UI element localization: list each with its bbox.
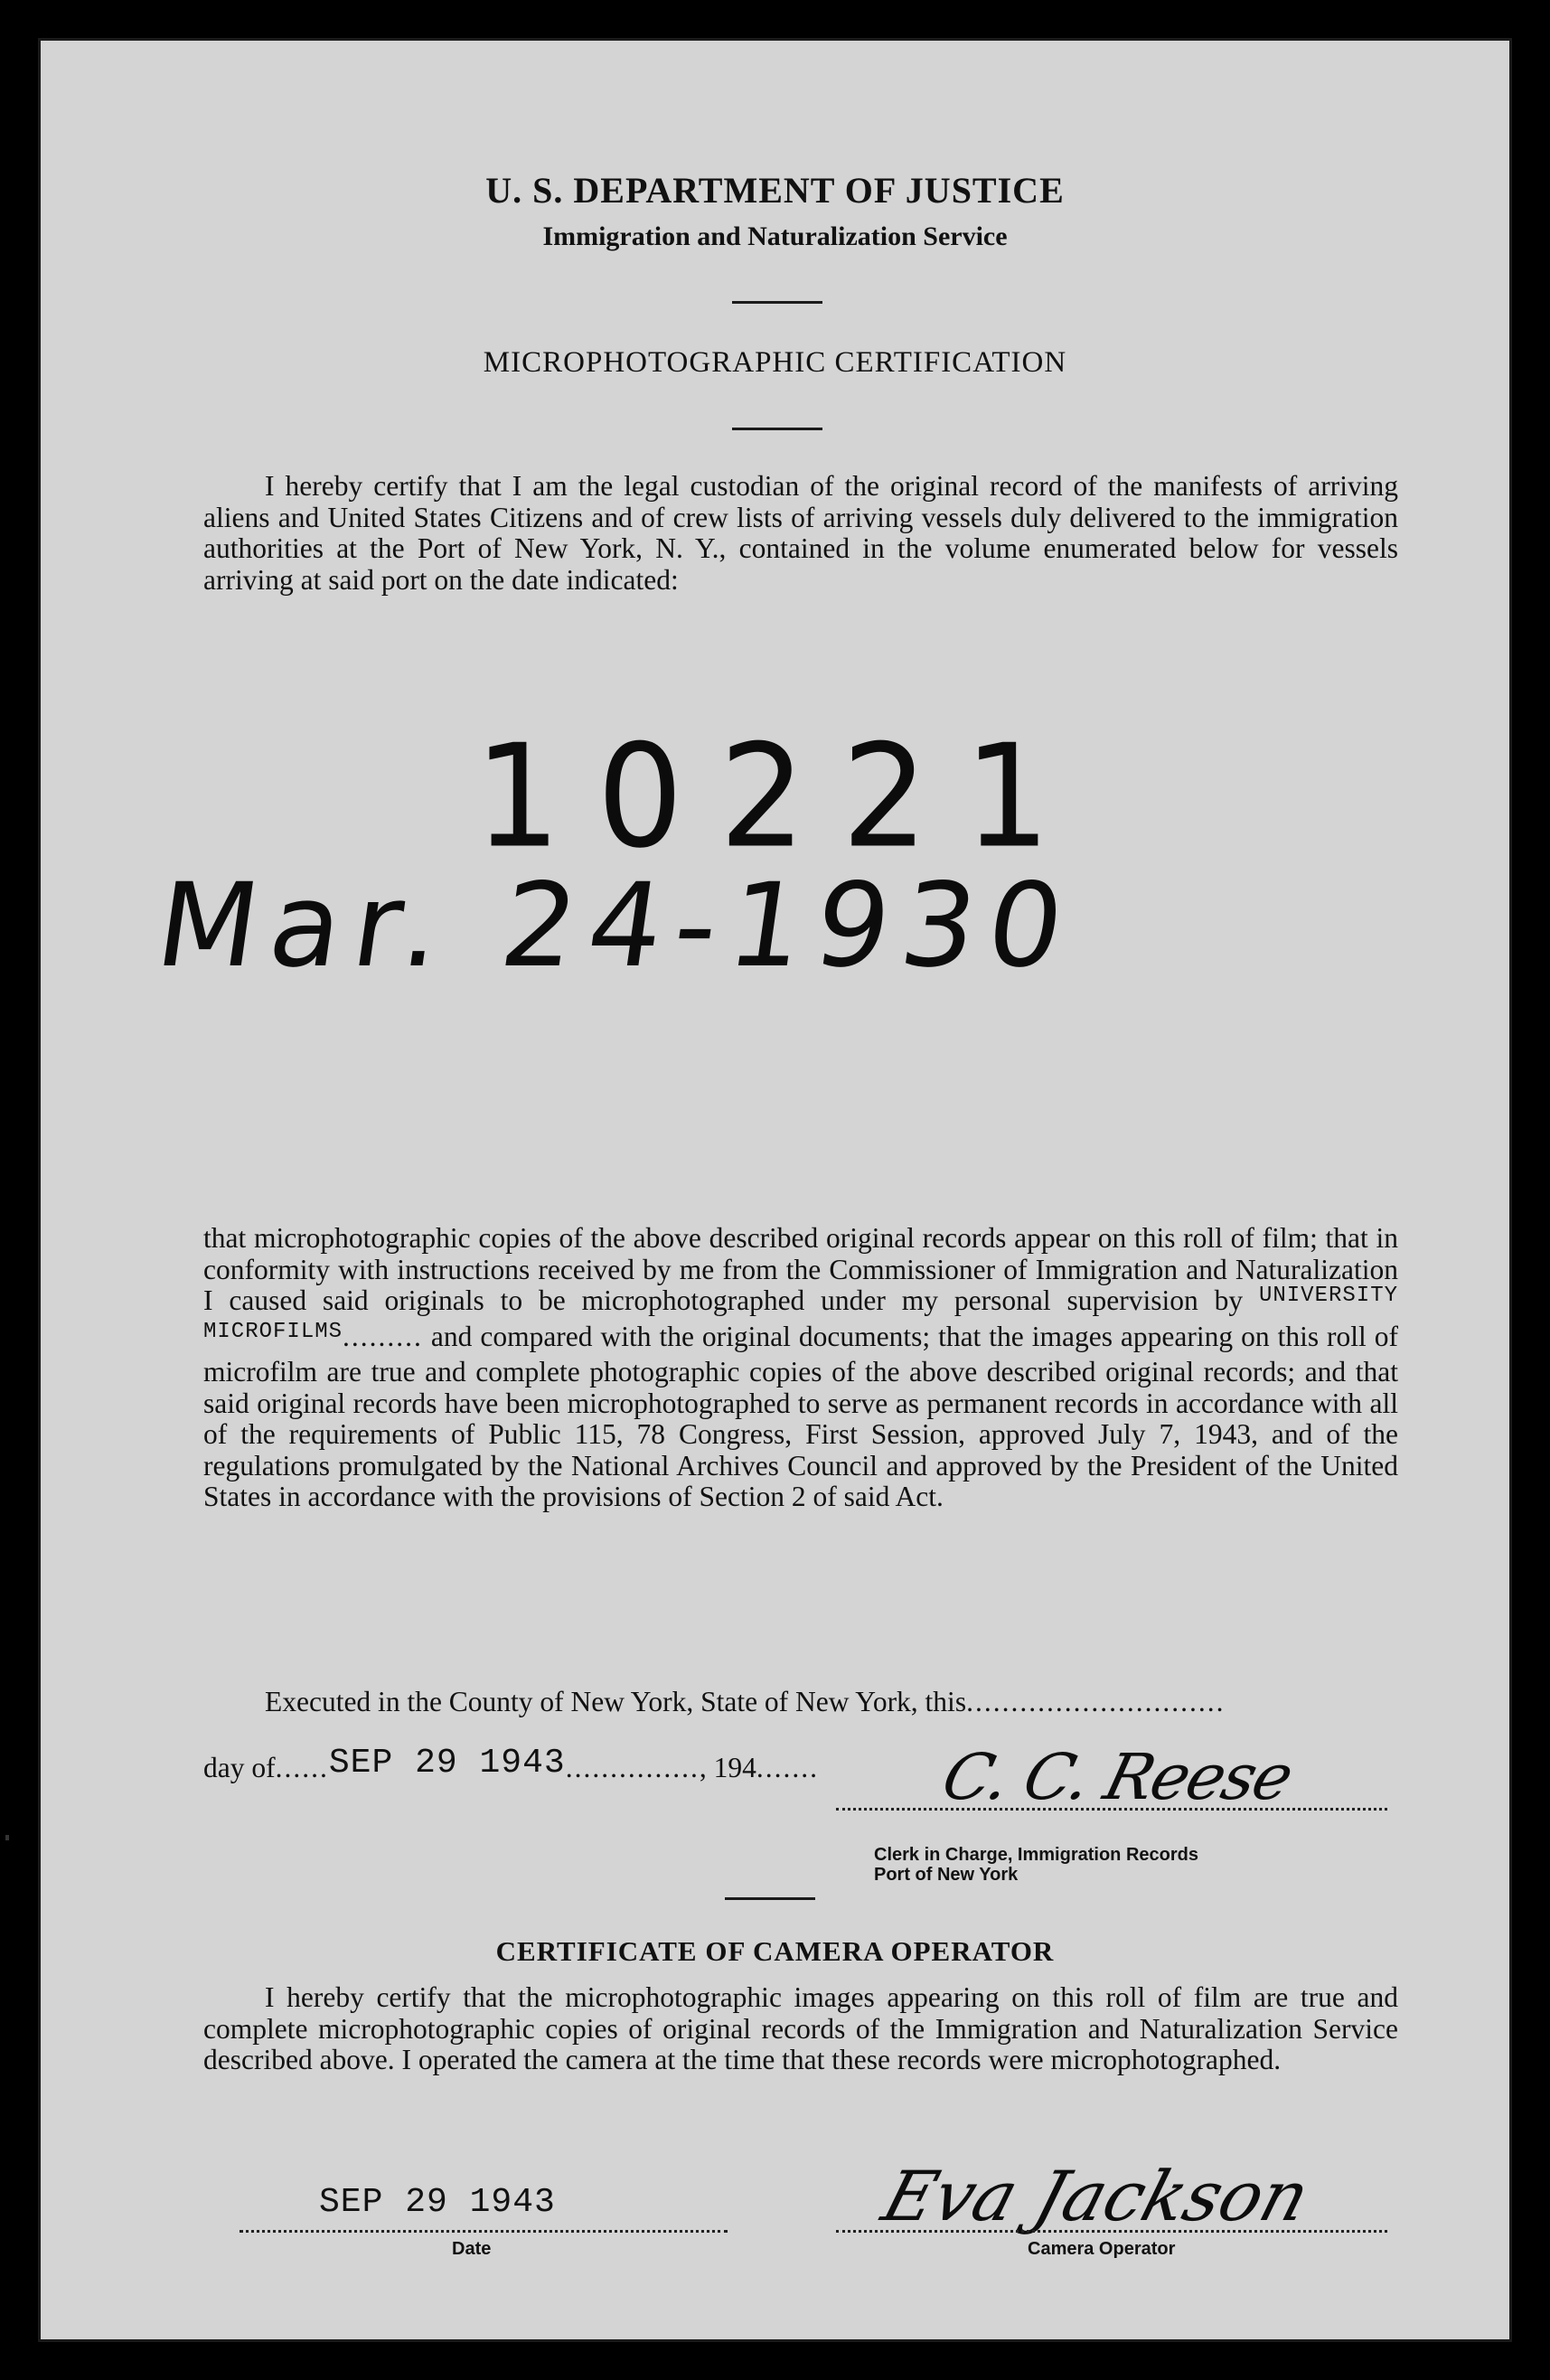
dotted-leader: ......... <box>343 1320 423 1352</box>
certification-paragraph-2 <box>203 1223 1398 1513</box>
date-label: Date <box>452 2239 492 2259</box>
handwritten-arrival-date: Mar. 24-1930 <box>148 859 1085 993</box>
date-line <box>240 2230 728 2233</box>
camera-operator-label: Camera Operator <box>1028 2239 1176 2259</box>
clerk-title-line-2: Port of New York <box>874 1865 1019 1885</box>
paragraph-2-lead: that microphotographic copies of the above described original records appear on this roll of film; that in conformity with instructions received by me from the Commissioner of Immigration and Naturalization I caused said originals to be microphotographed under my personal supervision by <box>203 1222 1398 1316</box>
clerk-signature-line <box>836 1808 1387 1811</box>
operator-signature-line <box>836 2230 1387 2233</box>
clerk-signature: C. C. Reese <box>935 1740 1300 1814</box>
divider <box>725 1897 815 1900</box>
operator-signature: Eva Jackson <box>874 2156 1319 2236</box>
camera-operator-title: CERTIFICATE OF CAMERA OPERATOR <box>495 1935 1055 1967</box>
film-edge-mark <box>5 1835 9 1840</box>
dotted-leader: ....... <box>756 1752 819 1783</box>
divider <box>732 301 822 304</box>
certification-paragraph-1: I hereby certify that I am the legal custodian of the original record of the manifests of arriving aliens and United States Citizens and of crew lists of arriving vessels duly delivered to the immigration authorities at the Port of New York, N. Y., contained in the volume enumerated below for vessels arriving at said port on the date indicated: <box>203 470 1398 596</box>
camera-operator-paragraph: I hereby certify that the microphotographic images appearing on this roll of film are true and complete microphotographic copies of original records of the Immigration and Naturalization Service described above. I operated the camera at the time that these records were microphotographed. <box>203 1981 1398 2075</box>
handwritten-volume-number: 10221 <box>474 714 1087 880</box>
clerk-title-line-1: Clerk in Charge, Immigration Records <box>874 1845 1198 1865</box>
certification-title: MICROPHOTOGRAPHIC CERTIFICATION <box>483 346 1067 379</box>
execution-text: Executed in the County of New York, State of New York, this <box>265 1686 967 1717</box>
dotted-leader: ............................. <box>966 1686 1226 1717</box>
execution-line <box>265 1686 1225 1718</box>
day-of-line <box>203 1744 819 1788</box>
paragraph-2-tail: and compared with the original documents; that the images appearing on this roll of microfilm are true and complete photographic copies of the above described original records; and that said original records have been microphotographed to serve as permanent records in accordance with all of the requirements of Public 115, 78 Congress, First Session, approved July 7, 1943, and of the regulations promulgated by the National Archives Council and approved by the President of the United States in accordance with the provisions of Section 2 of said Act. <box>203 1320 1399 1512</box>
filmed-by-typed-field: UNIVERSITY MICROFILMS <box>203 1284 1398 1344</box>
service-subheading: Immigration and Naturalization Service <box>542 221 1008 251</box>
day-of-label: day of <box>203 1752 276 1783</box>
divider <box>732 428 822 430</box>
date-stamp: SEP 29 1943 <box>328 1744 566 1783</box>
year-suffix: , 194 <box>699 1752 756 1783</box>
certificate-page <box>38 38 1512 2342</box>
department-heading: U. S. DEPARTMENT OF JUSTICE <box>485 170 1065 211</box>
operator-date-stamp: SEP 29 1943 <box>319 2183 556 2222</box>
clerk-title <box>874 1845 1198 1885</box>
dotted-leader: ............... <box>565 1752 700 1783</box>
dotted-leader: ...... <box>275 1752 329 1783</box>
